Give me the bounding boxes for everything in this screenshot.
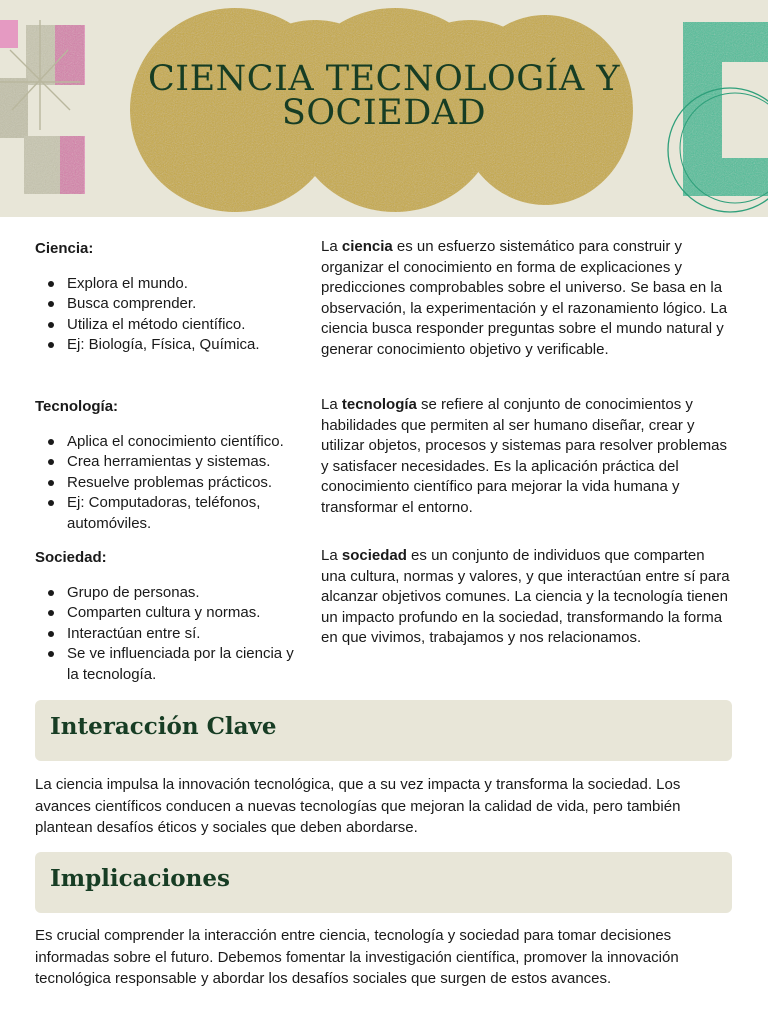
list-item: Resuelve problemas prácticos. — [67, 473, 307, 494]
box-heading: Implicaciones — [50, 865, 230, 892]
tecnologia-description — [321, 395, 733, 518]
list-item: Aplica el conocimiento científico. — [67, 432, 307, 453]
list-item: Se ve influenciada por la ciencia y la tecnología. — [67, 644, 307, 685]
list-item: Interactúan entre sí. — [67, 624, 307, 645]
bullet-list — [35, 432, 307, 535]
description-text: La ciencia es un esfuerzo sistemático para construir y organizar el conocimiento en forma de explicaciones y predicciones comprobables sobre el universo. Se basa en la observación, la experimentación y el razonamiento lógico. La ciencia busca responder preguntas sobre el mundo natural y generar conocimiento objetivo y verificable. — [321, 238, 728, 358]
section-heading: Sociedad: — [35, 549, 107, 566]
list-item: Explora el mundo. — [67, 274, 307, 295]
sociedad-description — [321, 546, 733, 649]
header-banner — [0, 0, 768, 217]
term-bold: tecnología — [341, 396, 417, 413]
sociedad-summary — [35, 548, 307, 685]
left-deco-squares — [0, 20, 85, 194]
interaccion-clave-box — [35, 700, 732, 761]
list-item: Ej: Biología, Física, Química. — [67, 335, 307, 356]
ciencia-description — [321, 237, 733, 360]
term-bold: ciencia — [341, 238, 393, 255]
bullet-list — [35, 583, 307, 686]
description-text: La sociedad es un conjunto de individuos que comparten una cultura, normas y valores, y que interactúan entre sí para alcanzar objetivos comunes. La ciencia y la tecnología tienen un impacto profundo en la sociedad, transformando la forma en que vivimos, trabajamos y nos relacionamos. — [321, 547, 730, 646]
implicaciones-text: Es crucial comprender la interacción entre ciencia, tecnología y sociedad para tomar decisiones informadas sobre el futuro. Debemos fomentar la investigación científica, promover la innovación tecnológica responsable y abordar los desafíos sociales que surgen de estos avances. — [35, 927, 679, 987]
tecnologia-summary — [35, 397, 307, 534]
section-heading: Ciencia: — [35, 240, 94, 257]
list-item: Ej: Computadoras, teléfonos, automóviles. — [67, 493, 307, 534]
page-title: CIENCIA TECNOLOGÍA Y SOCIEDAD — [147, 59, 620, 133]
interaccion-clave-text: La ciencia impulsa la innovación tecnológica, que a su vez impacta y transforma la sociedad. Los avances científicos conducen a nuevas tecnologías que mejoran la calidad de vida, pero también plantean desafíos éticos y sociales que deben abordarse. — [35, 776, 681, 836]
right-deco-square — [668, 22, 768, 212]
box-heading: Interacción Clave — [50, 713, 277, 740]
list-item: Busca comprender. — [67, 294, 307, 315]
implicaciones-box — [35, 852, 732, 913]
list-item: Comparten cultura y normas. — [67, 603, 307, 624]
description-text: La tecnología se refiere al conjunto de conocimientos y habilidades que permiten al ser humano diseñar, crear y utilizar objetos, procesos y sistemas para resolver problemas y satisfacer necesidades. Es la aplicación práctica del conocimiento científico para mejorar la vida humana y transformar el entorno. — [321, 396, 728, 516]
bullet-list — [35, 274, 307, 356]
ciencia-summary — [35, 239, 307, 356]
term-bold: sociedad — [341, 547, 407, 564]
list-item: Crea herramientas y sistemas. — [67, 452, 307, 473]
section-heading: Tecnología: — [35, 398, 119, 415]
list-item: Utiliza el método científico. — [67, 315, 307, 336]
list-item: Grupo de personas. — [67, 583, 307, 604]
